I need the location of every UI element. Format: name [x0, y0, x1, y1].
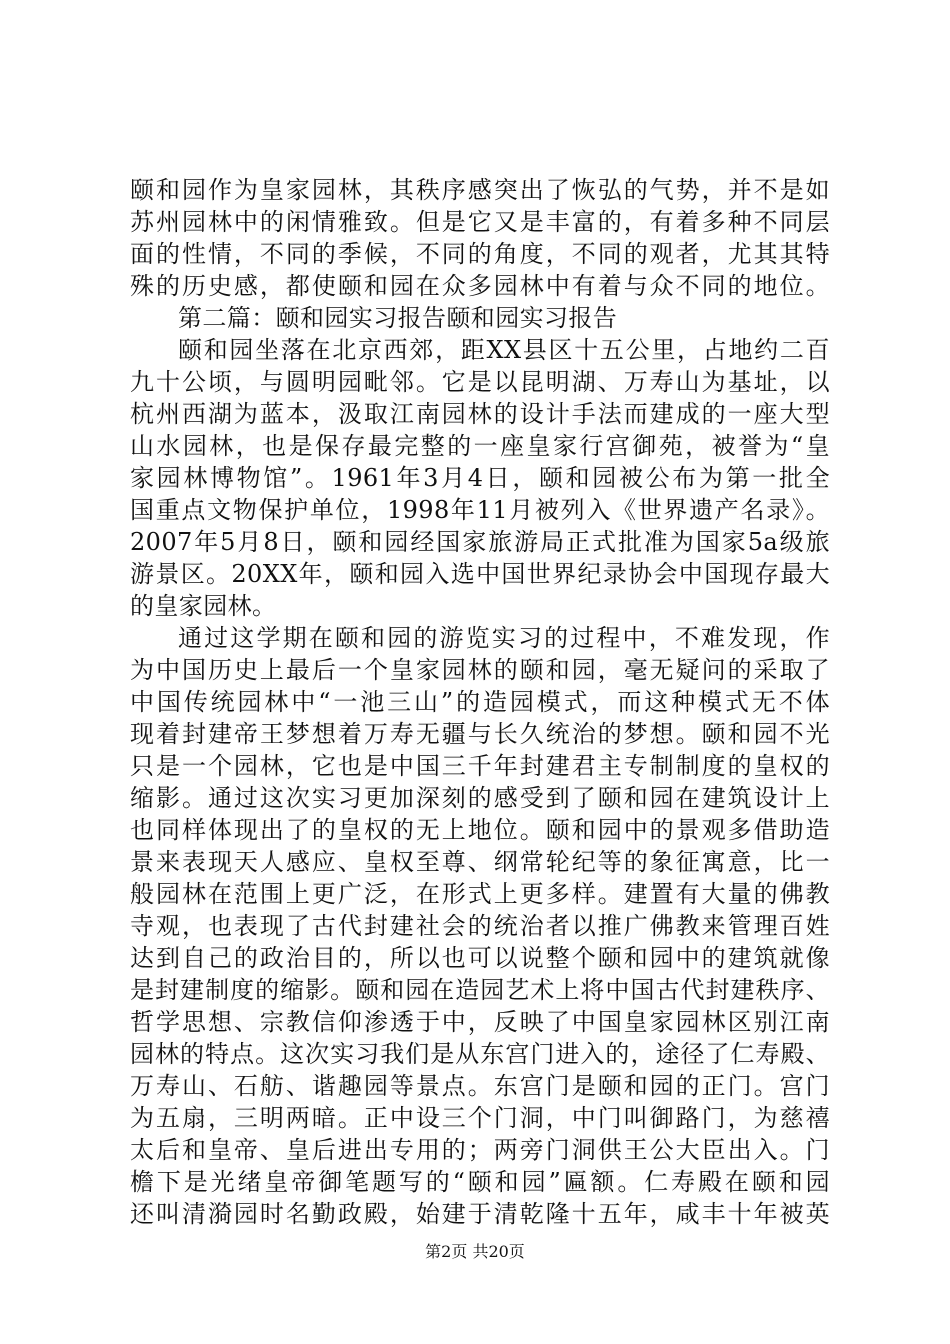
text-line: 殊的历史感，都使颐和园在众多园林中有着与众不同的地位。 [130, 272, 830, 300]
text-line: 通过这学期在颐和园的游览实习的过程中，不难发现，作 [178, 624, 830, 652]
text-line: 家园林博物馆”。1961年3月4日，颐和园被公布为第一批全 [130, 464, 830, 492]
text-line: 面的性情，不同的季候，不同的角度，不同的观者，尤其其特 [130, 240, 830, 268]
text-line: 也同样体现出了的皇权的无上地位。颐和园中的景观多借助造 [130, 816, 830, 844]
text-line: 2007年5月8日，颐和园经国家旅游局正式批准为国家5a级旅 [130, 528, 830, 556]
text-line: 颐和园坐落在北京西郊，距XX县区十五公里，占地约二百 [178, 336, 830, 364]
text-line: 国重点文物保护单位，1998年11月被列入《世界遗产名录》。 [130, 496, 830, 524]
text-line: 杭州西湖为蓝本，汲取江南园林的设计手法而建成的一座大型 [130, 400, 830, 428]
text-line: 是封建制度的缩影。颐和园在造园艺术上将中国古代封建秩序、 [130, 976, 830, 1004]
text-line: 现着封建帝王梦想着万寿无疆与长久统治的梦想。颐和园不光 [130, 720, 830, 748]
text-line: 苏州园林中的闲情雅致。但是它又是丰富的，有着多种不同层 [130, 208, 830, 236]
text-line: 中国传统园林中“一池三山”的造园模式，而这种模式无不体 [130, 688, 830, 716]
text-line: 达到自己的政治目的，所以也可以说整个颐和园中的建筑就像 [130, 944, 830, 972]
text-line: 的皇家园林。 [130, 592, 277, 620]
page-footer: 第2页 共20页 [425, 1242, 525, 1261]
text-line: 游景区。20XX年，颐和园入选中国世界纪录协会中国现存最大 [130, 560, 830, 588]
text-line: 般园林在范围上更广泛，在形式上更多样。建置有大量的佛教 [130, 880, 830, 908]
text-line: 万寿山、石舫、谐趣园等景点。东宫门是颐和园的正门。宫门 [130, 1072, 830, 1100]
text-line: 寺观，也表现了古代封建社会的统治者以推广佛教来管理百姓 [130, 912, 830, 940]
text-line: 第二篇：颐和园实习报告颐和园实习报告 [178, 304, 618, 332]
body-text [130, 174, 830, 1230]
text-line: 九十公顷，与圆明园毗邻。它是以昆明湖、万寿山为基址，以 [130, 368, 830, 396]
text-line: 山水园林，也是保存最完整的一座皇家行宫御苑，被誉为“皇 [130, 432, 830, 460]
text-line: 为五扇，三明两暗。正中设三个门洞，中门叫御路门，为慈禧 [130, 1104, 830, 1132]
text-line: 颐和园作为皇家园林，其秩序感突出了恢弘的气势，并不是如 [130, 176, 830, 204]
text-line: 缩影。通过这次实习更加深刻的感受到了颐和园在建筑设计上 [130, 784, 830, 812]
text-line: 还叫清漪园时名勤政殿，始建于清乾隆十五年，咸丰十年被英 [130, 1200, 830, 1228]
text-line: 檐下是光绪皇帝御笔题写的“颐和园”匾额。仁寿殿在颐和园 [130, 1168, 830, 1196]
text-line: 太后和皇帝、皇后进出专用的；两旁门洞供王公大臣出入。门 [130, 1136, 830, 1164]
text-line: 只是一个园林，它也是中国三千年封建君主专制制度的皇权的 [130, 752, 830, 780]
text-line: 为中国历史上最后一个皇家园林的颐和园，毫无疑问的采取了 [130, 656, 830, 684]
text-line: 哲学思想、宗教信仰渗透于中，反映了中国皇家园林区别江南 [130, 1008, 830, 1036]
text-line: 景来表现天人感应、皇权至尊、纲常轮纪等的象征寓意，比一 [130, 848, 830, 876]
text-line: 园林的特点。这次实习我们是从东宫门进入的，途径了仁寿殿、 [130, 1040, 830, 1068]
